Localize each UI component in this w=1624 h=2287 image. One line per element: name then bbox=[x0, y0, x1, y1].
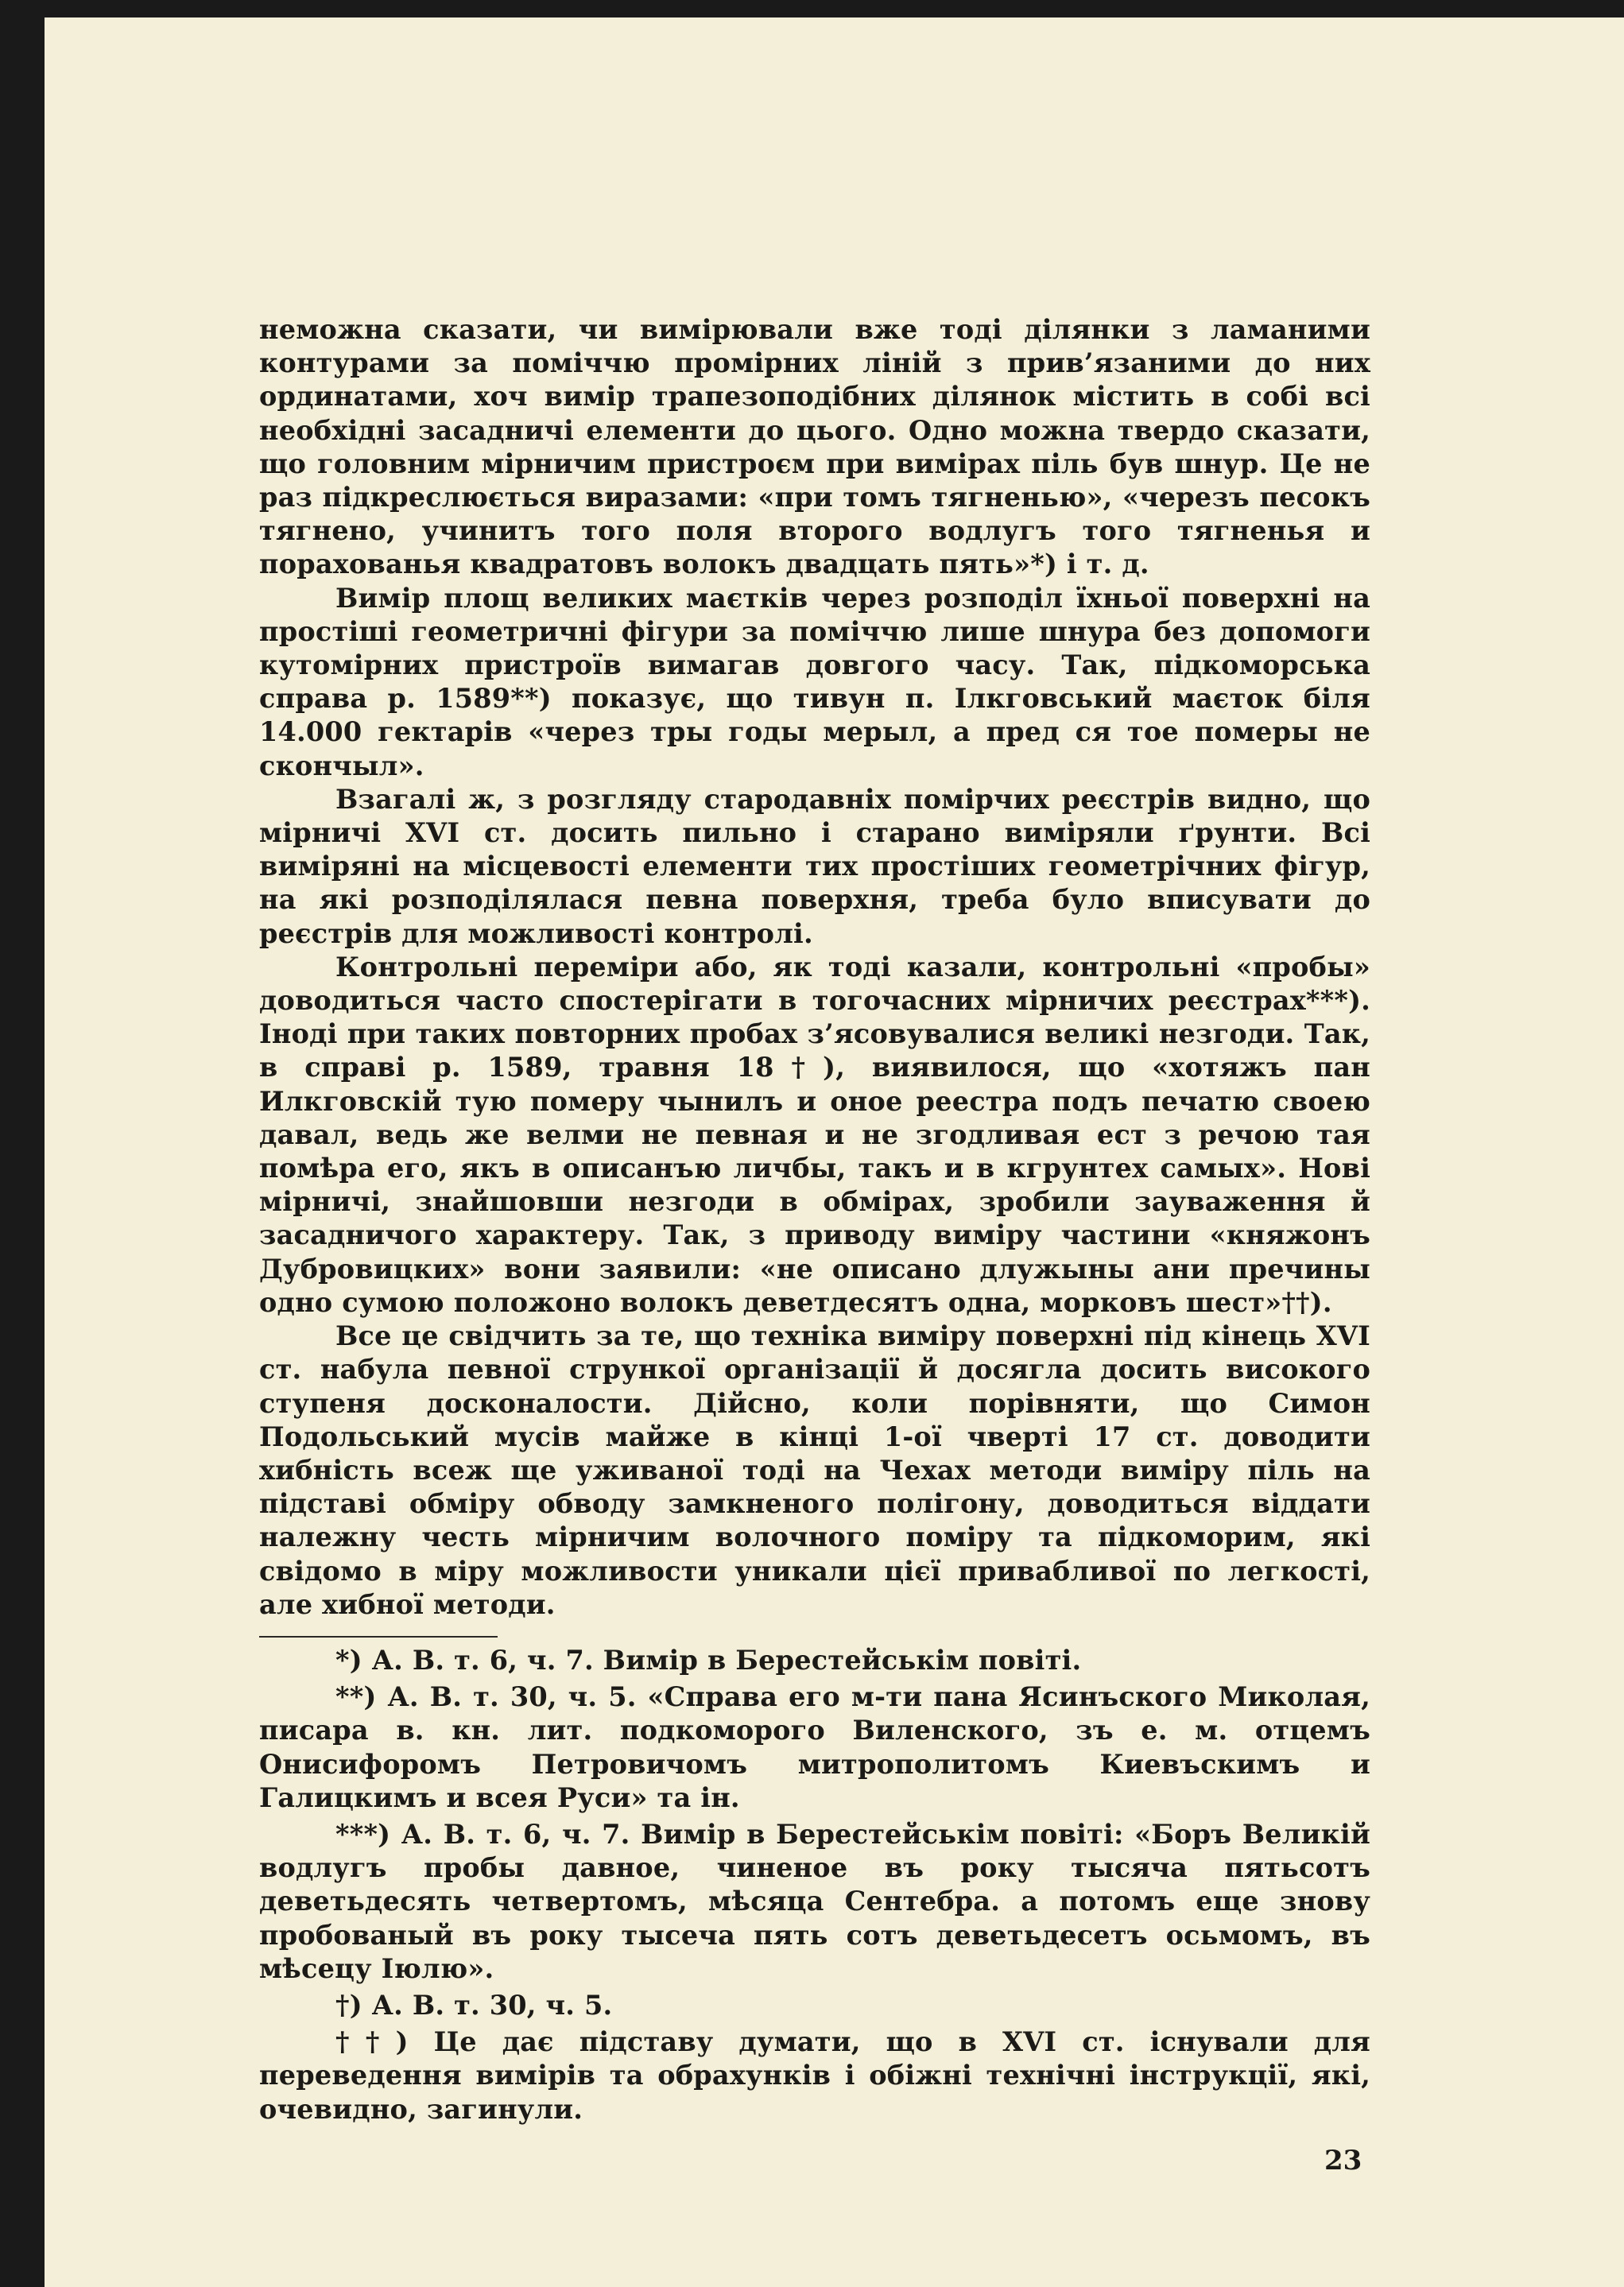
footnote-4: †) А. В. т. 30, ч. 5. bbox=[335, 1989, 613, 2021]
paragraph-5: Все це свідчить за те, що техніка виміру поверхні під кінець XVI ст. набула певної стрункої організації й досягла досить високого ступеня досконалости. Дійсно, коли порівняти, що Симон Подольський мусів майже в кінці 1-ої чверті 17 ст. доводити хибність всеж ще уживаної тоді на Чехах методи виміру піль на підставі обміру обводу замкненого полігону, доводиться віддати належну честь мірничим волочного поміру та підкоморим, які свідомо в міру можливости уникали цієї привабливої по легкості, але хибної методи. bbox=[259, 1320, 1370, 1620]
paragraph-2: Вимір площ великих маєтків через розподіл їхньої поверхні на простіші геометричні фігури за поміччю лише шнура без допомоги кутомірних пристроїв вимагав довгого часу. Так, підкоморська справа р. 1589**) показує, що тивун п. Ілкговський маєток біля 14.000 гектарів «через тры годы мерыл, а пред ся тое померы не скончыл». bbox=[259, 582, 1370, 781]
footnote-3: ***) А. В. т. 6, ч. 7. Вимір в Берестейськім повіті: «Боръ Великій водлугъ пробы давное, чиненое въ року тысяча пятьсотъ деветьдесять четвертомъ, мѣсяца Сентебра. а потомъ еще знову пробованый въ року тысеча пять сотъ деветьдесетъ осьмомъ, въ мѣсецу Іюлю». bbox=[259, 1818, 1370, 1984]
page-sheet bbox=[45, 17, 1624, 2287]
page-number: 23 bbox=[1324, 2145, 1362, 2177]
footnote-5: ††) Це дає підставу думати, що в XVI ст. існували для переведення вимірів та обрахунків і обіжні технічні інструкції, які, очевидно, загинули. bbox=[259, 2026, 1370, 2125]
paragraph-4: Контрольні переміри або, як тоді казали, контрольні «пробы» доводиться часто спостерігати в тогочасних мірничих реєстрах***). Іноді при таких повторних пробах з’ясовувалися великі незгоди. Так, в справі р. 1589, травня 18†), виявилося, що «хотяжъ пан Илкговскій тую померу чынилъ и оное реестра подъ печатю своею давал, ведь же велми не певная и не згодливая ест з речою тая помѣра его, якъ в описанъю личбы, такъ и в кгрунтех самых». Нові мірничі, знайшовши незгоди в обмірах, зробили зауваження й засадничого характеру. Так, з приводу виміру частини «княжонъ Дубровицких» вони заявили: «не описано длужыны ани пречины одно сумою положоно волокъ деветдесятъ одна, морковъ шест»††). bbox=[259, 951, 1370, 1318]
footnote-1: *) А. В. т. 6, ч. 7. Вимір в Берестейськім повіті. bbox=[335, 1644, 1082, 1676]
paragraph-1: неможна сказати, чи вимірювали вже тоді ділянки з ламаними контурами за поміччю промірних ліній з прив’язаними до них ординатами, хоч вимір трапезоподібних ділянок містить в собі всі необхідні засадничі елементи до цього. Одно можна твердо сказати, що головним мірничим пристроєм при вимірах піль був шнур. Це не раз підкреслюється виразами: «при томъ тягненью», «черезъ песокъ тягнено, учинитъ того поля второго водлугъ того тягненья и порахованья квадратовъ волокъ двадцать пять»*) і т. д. bbox=[259, 314, 1370, 580]
footnotes bbox=[259, 1644, 1370, 2126]
paragraph-3: Взагалі ж, з розгляду стародавніх помірчих реєстрів видно, що мірничі XVI ст. досить пильно і старано виміряли ґрунти. Всі виміряні на місцевості елементи тих простіших геометрічних фігур, на які розподілялася певна поверхня, треба було вписувати до реєстрів для можливості контролі. bbox=[259, 783, 1370, 949]
main-text-block bbox=[259, 313, 1370, 2130]
footnote-2: **) А. В. т. 30, ч. 5. «Справа его м-ти пана Ясинъского Миколая, писара в. кн. лит. подкоморого Виленского, зъ е. м. отцемъ Онисифоромъ Петровичомъ митрополитомъ Киевъскимъ и Галицкимъ и всея Руси» та ін. bbox=[259, 1681, 1370, 1813]
footnote-separator bbox=[259, 1636, 498, 1638]
